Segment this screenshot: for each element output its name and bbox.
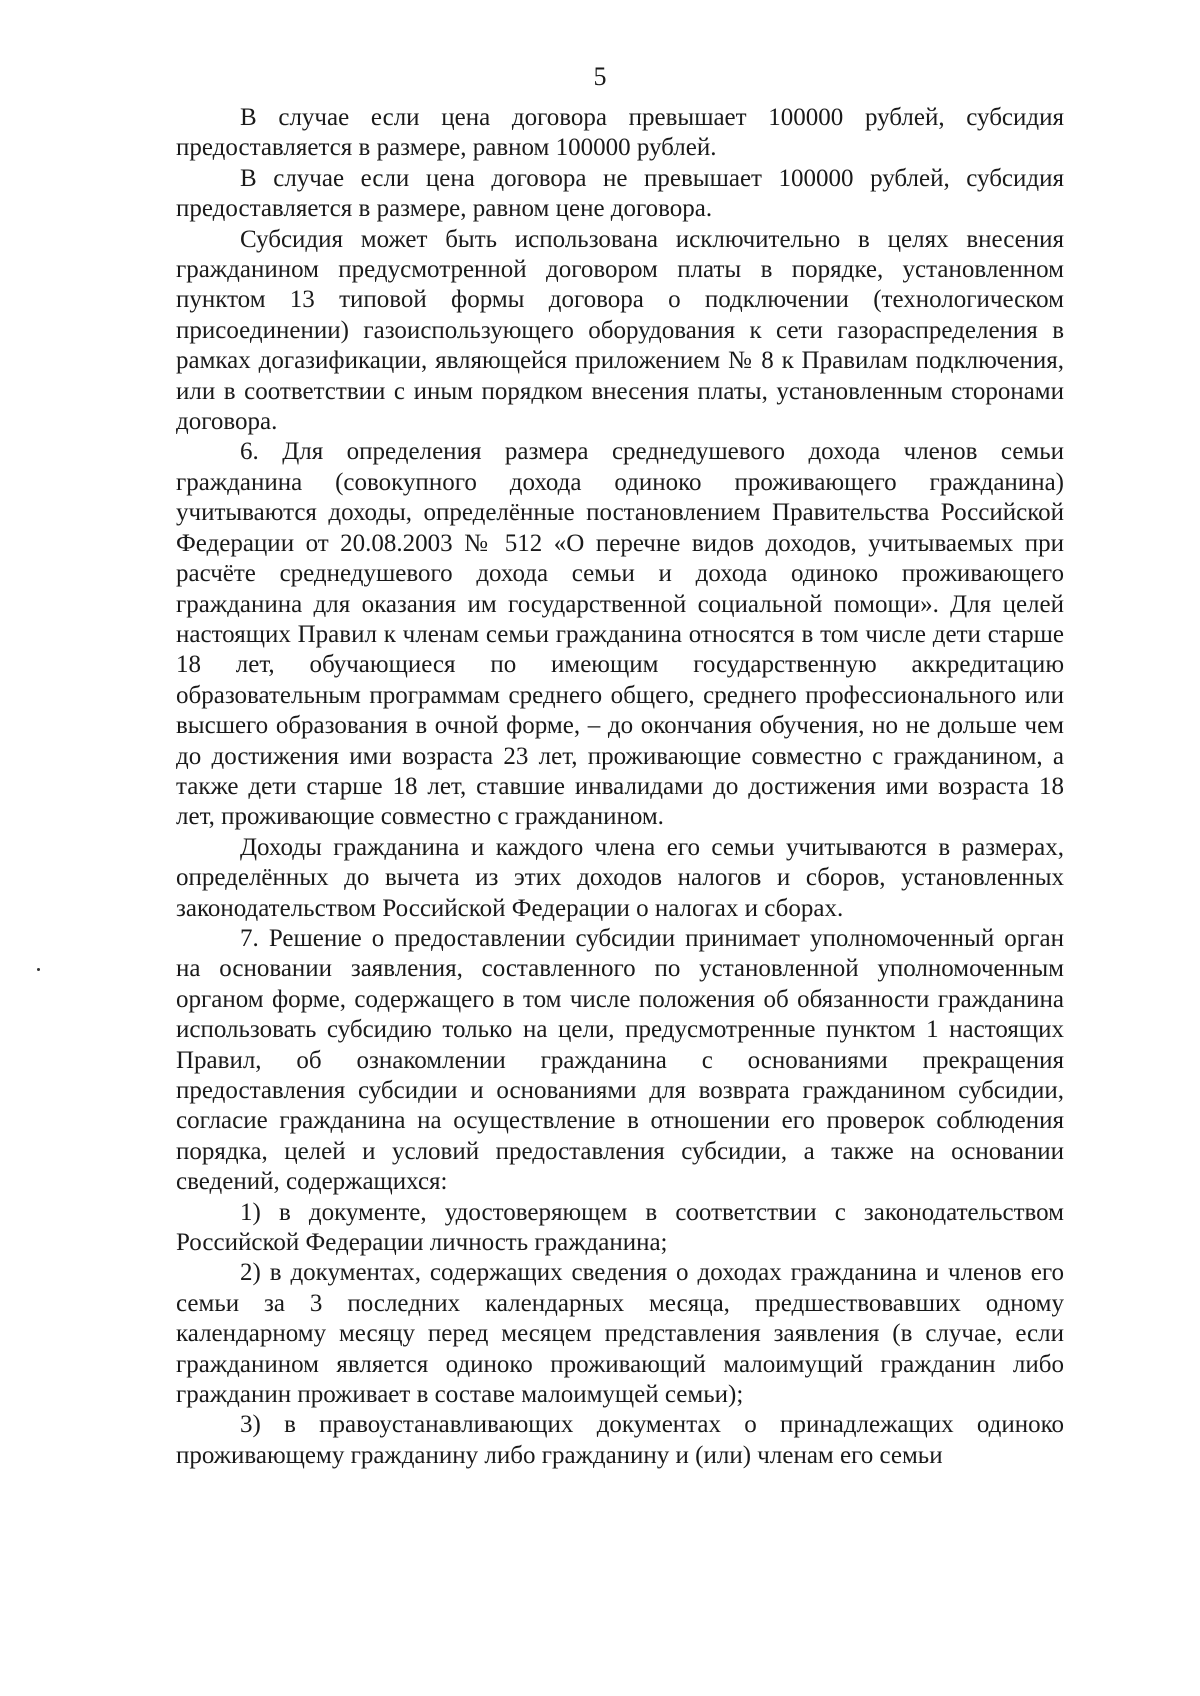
scan-speck	[37, 968, 40, 971]
page-number: 5	[593, 62, 607, 91]
paragraph-income-calculation: Доходы гражданина и каждого члена его семьи учитываются в размерах, определённых до вычета из этих доходов налогов и сборов, установленных законодательством Российской Федерации о налогах и сборах.	[176, 833, 1064, 922]
paragraph-item-6: 6. Для определения размера среднедушевого дохода членов семьи гражданина (совокупного дохода одиноко проживающего гражданина) учитываются доходы, определённые постановлением Правительства Российской Федерации от 20.08.2003 № 512 «О перечне видов доходов, учитываемых при расчёте среднедушевого дохода семьи и дохода одиноко проживающего гражданина для оказания им государственной социальной помощи». Для целей настоящих Правил к членам семьи гражданина относятся в том числе дети старше 18 лет, обучающиеся по имеющим государственную аккредитацию образовательным программам среднего общего, среднего профессионального или высшего образования в очной форме, – до окончания обучения, но не дольше чем до достижения ими возраста 23 лет, проживающие совместно с гражданином, а также дети старше 18 лет, ставшие инвалидами до достижения ими возраста 18 лет, проживающие совместно с гражданином.	[176, 438, 1064, 831]
paragraph-subsidy-over-limit: В случае если цена договора превышает 100000 рублей, субсидия предоставляется в размере, равном 100000 рублей.	[176, 104, 1064, 162]
document-body	[176, 103, 1064, 1471]
paragraph-subitem-2: 2) в документах, содержащих сведения о доходах гражданина и членов его семьи за 3 последних календарных месяца, предшествовавших одному календарному месяцу перед месяцем представления заявления (в случае, если гражданином является одиноко проживающий малоимущий гражданин либо гражданин проживает в составе малоимущей семьи);	[176, 1259, 1064, 1409]
paragraph-subitem-1: 1) в документе, удостоверяющем в соответствии с законодательством Российской Федерации личность гражданина;	[176, 1198, 1064, 1257]
paragraph-subitem-3: 3) в правоустанавливающих документах о принадлежащих одиноко проживающему гражданину либо гражданину и (или) членам его семьи	[176, 1411, 1064, 1469]
paragraph-subsidy-use: Субсидия может быть использована исключительно в целях внесения гражданином предусмотренной договором платы в порядке, установленном пунктом 13 типовой формы договора о подключении (технологическом присоединении) газоиспользующего оборудования к сети газораспределения в рамках догазификации, являющейся приложением № 8 к Правилам подключения, или в соответствии с иным порядком внесения платы, установленным сторонами договора.	[176, 225, 1064, 436]
paragraph-item-7: 7. Решение о предоставлении субсидии принимает уполномоченный орган на основании заявления, составленного по установленной уполномоченным органом форме, содержащего в том числе положения об обязанности гражданина использовать субсидию только на цели, предусмотренные пунктом 1 настоящих Правил, об ознакомлении гражданина с основаниями прекращения предоставления субсидии и основаниями для возврата гражданином субсидии, согласие гражданина на осуществление в отношении его проверок соблюдения порядка, целей и условий предоставления субсидии, а также на основании сведений, содержащихся:	[176, 924, 1064, 1196]
paragraph-subsidy-under-limit: В случае если цена договора не превышает 100000 рублей, субсидия предоставляется в размере, равном цене договора.	[176, 164, 1064, 223]
